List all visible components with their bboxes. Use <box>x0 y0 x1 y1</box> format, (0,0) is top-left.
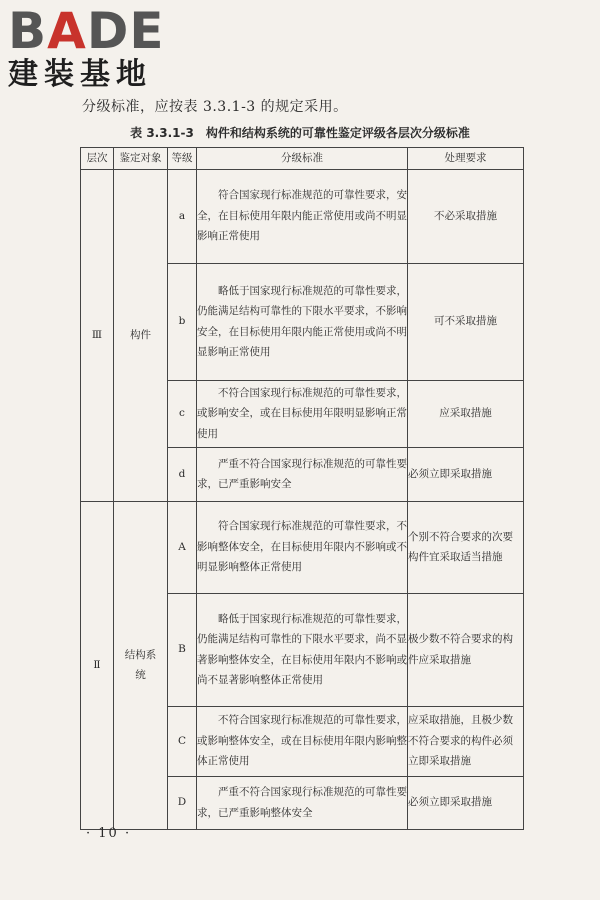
standard-cell: 略低于国家现行标准规范的可靠性要求，仍能满足结构可靠性的下限水平要求，不影响安全，在目标使用年限内能正常使用或尚不明显影响正常使用 <box>197 263 408 380</box>
header-grade: 等级 <box>168 148 197 170</box>
action-cell: 不必采取措施 <box>408 169 524 263</box>
standard-cell: 不符合国家现行标准规范的可靠性要求，或影响整体安全，或在目标使用年限内影响整体正常使用 <box>197 706 408 776</box>
object-cell: 结构系统 <box>114 501 168 829</box>
object-cell: 构件 <box>114 169 168 501</box>
action-cell: 应采取措施，且极少数不符合要求的构件必须立即采取措施 <box>408 706 524 776</box>
action-cell: 个别不符合要求的次要构件宜采取适当措施 <box>408 501 524 593</box>
grade-cell: c <box>168 380 197 447</box>
action-cell: 极少数不符合要求的构件应采取措施 <box>408 593 524 706</box>
header-level: 层次 <box>81 148 114 170</box>
grade-cell: b <box>168 263 197 380</box>
table-caption: 表 3.3.1-3 构件和结构系统的可靠性鉴定评级各层次分级标准 <box>130 126 470 140</box>
action-cell: 应采取措施 <box>408 380 524 447</box>
level-cell: Ⅲ <box>81 169 114 501</box>
standard-cell: 不符合国家现行标准规范的可靠性要求，或影响安全，或在目标使用年限明显影响正常使用 <box>197 380 408 447</box>
grade-cell: a <box>168 169 197 263</box>
page-number: · 10 · <box>86 826 132 841</box>
intro-text: 分级标准，应按表 3.3.1-3 的规定采用。 <box>82 99 348 115</box>
action-cell: 可不采取措施 <box>408 263 524 380</box>
standard-cell: 符合国家现行标准规范的可靠性要求，安全，在目标使用年限内能正常使用或尚不明显影响正常使用 <box>197 169 408 263</box>
action-cell: 必须立即采取措施 <box>408 776 524 829</box>
header-action: 处理要求 <box>408 148 524 170</box>
action-cell: 必须立即采取措施 <box>408 447 524 501</box>
logo-subtitle: 建装基地 <box>8 57 152 92</box>
table-header-row <box>81 148 524 170</box>
bade-logo <box>8 4 165 92</box>
grade-cell: B <box>168 593 197 706</box>
standard-cell: 略低于国家现行标准规范的可靠性要求，仍能满足结构可靠性的下限水平要求，尚不显著影响整体安全，在目标使用年限内不影响或尚不显著影响整体正常使用 <box>197 593 408 706</box>
standard-cell: 严重不符合国家现行标准规范的可靠性要求，已严重影响整体安全 <box>197 776 408 829</box>
table-row <box>81 169 524 263</box>
header-object: 鉴定对象 <box>114 148 168 170</box>
level-cell: Ⅱ <box>81 501 114 829</box>
table-row <box>81 501 524 593</box>
grade-cell: D <box>168 776 197 829</box>
logo-wordmark: BADE <box>8 2 165 60</box>
grade-cell: A <box>168 501 197 593</box>
standard-cell: 符合国家现行标准规范的可靠性要求，不影响整体安全，在目标使用年限内不影响或不明显影响整体正常使用 <box>197 501 408 593</box>
header-standard: 分级标准 <box>197 148 408 170</box>
grade-cell: C <box>168 706 197 776</box>
grade-cell: d <box>168 447 197 501</box>
classification-table <box>80 147 524 830</box>
standard-cell: 严重不符合国家现行标准规范的可靠性要求，已严重影响安全 <box>197 447 408 501</box>
